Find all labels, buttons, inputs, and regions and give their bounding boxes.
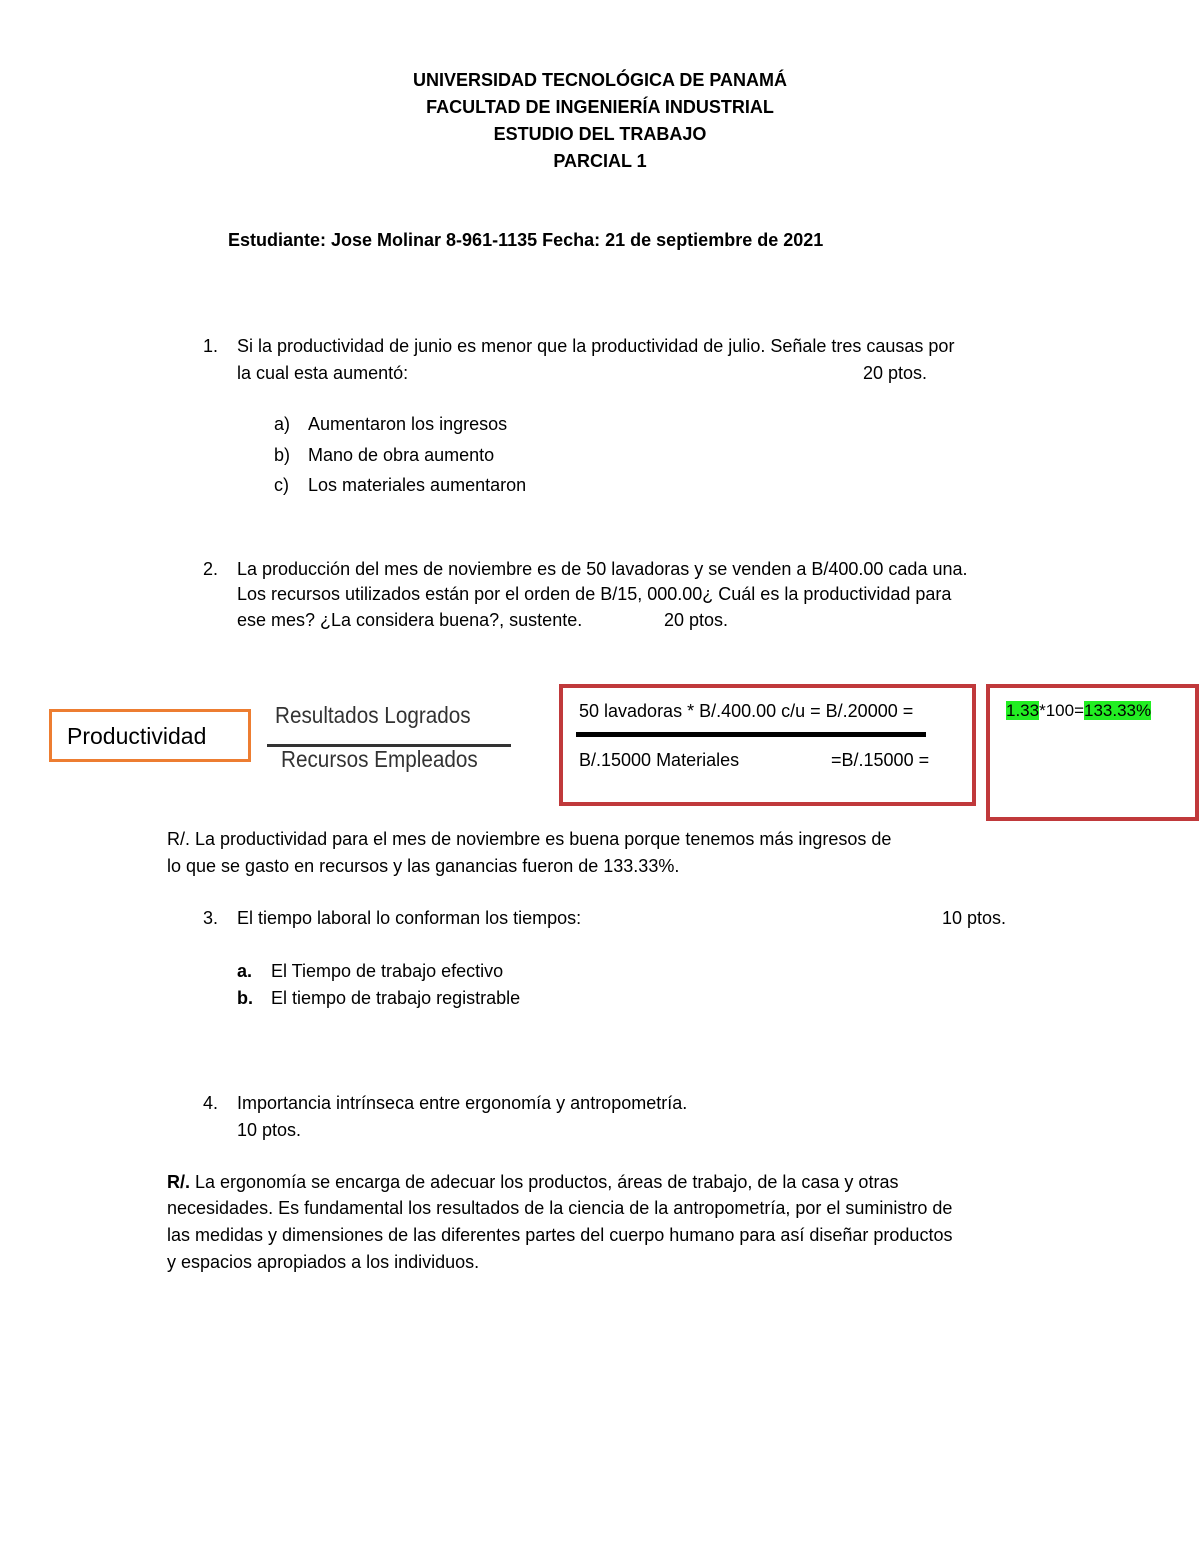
q3-number: 3. — [203, 908, 219, 928]
q4-text: Importancia intrínseca entre ergonomía y antropometría. — [237, 1093, 688, 1113]
q1-answer-c: Los materiales aumentaron — [308, 475, 527, 495]
q3-answer-b: El tiempo de trabajo registrable — [271, 988, 521, 1008]
q2-answer-line2: lo que se gasto en recursos y las ganancias fueron de 133.33%. — [167, 856, 680, 876]
q2-answer-line1: R/. La productividad para el mes de noviembre es buena porque tenemos más ingresos de — [167, 829, 892, 849]
calc-denominator-label: B/.15000 Materiales — [579, 750, 740, 770]
q1-number: 1. — [203, 336, 219, 356]
calc-fraction-line — [576, 732, 926, 737]
q4-answer-line1-text: La ergonomía se encarga de adecuar los productos, áreas de trabajo, de la casa y otras — [190, 1172, 899, 1192]
result-ratio: 1.33 — [1006, 701, 1040, 720]
q4-points: 10 ptos. — [237, 1120, 302, 1140]
q2-line2: Los recursos utilizados están por el orden de B/15, 000.00¿ Cuál es la productividad para — [237, 584, 952, 604]
q1-answer-b: Mano de obra aumento — [308, 445, 495, 465]
q3-answer-marker-b: b. — [237, 988, 253, 1008]
faculty-title: FACULTAD DE INGENIERÍA INDUSTRIAL — [426, 97, 774, 117]
calc-denominator-value: =B/.15000 = — [831, 750, 930, 770]
q4-answer-line2: necesidades. Es fundamental los resultados de la ciencia de la antropometría, por el suministro de — [167, 1198, 953, 1218]
q4-number: 4. — [203, 1093, 219, 1113]
formula-denominator: Recursos Empleados — [281, 746, 478, 772]
q4-answer-line1 — [167, 1172, 898, 1193]
result-multiplier: *100= — [1039, 701, 1085, 720]
q1-line2: la cual esta aumentó: — [237, 363, 409, 383]
productividad-label-box — [49, 709, 251, 762]
q2-line3: ese mes? ¿La considera buena?, sustente. — [237, 610, 583, 630]
university-title: UNIVERSIDAD TECNOLÓGICA DE PANAMÁ — [412, 70, 787, 90]
course-title: ESTUDIO DEL TRABAJO — [493, 124, 707, 144]
calc-numerator: 50 lavadoras * B/.400.00 c/u = B/.20000 = — [579, 701, 914, 721]
q1-line1: Si la productividad de junio es menor que la productividad de julio. Señale tres causas por — [237, 336, 955, 356]
q4-answer-line3: las medidas y dimensiones de las diferentes partes del cuerpo humano para así diseñar productos — [167, 1225, 953, 1245]
q1-answer-marker-a: a) — [274, 414, 291, 434]
formula-numerator: Resultados Logrados — [275, 702, 471, 728]
q2-points: 20 ptos. — [664, 610, 729, 630]
q2-line1: La producción del mes de noviembre es de 50 lavadoras y se venden a B/400.00 cada una. — [237, 559, 968, 579]
q3-answer-marker-a: a. — [237, 961, 253, 981]
q1-answer-marker-b: b) — [274, 445, 291, 465]
result-text — [1006, 701, 1151, 721]
q3-points: 10 ptos. — [942, 908, 1007, 928]
q1-points: 20 ptos. — [863, 363, 928, 383]
q3-answer-a: El Tiempo de trabajo efectivo — [271, 961, 504, 981]
exam-title: PARCIAL 1 — [553, 151, 647, 171]
result-percent: 133.33% — [1084, 701, 1152, 720]
q2-number: 2. — [203, 559, 219, 579]
calculation-box — [559, 684, 976, 806]
q3-text: El tiempo laboral lo conforman los tiempos: — [237, 908, 582, 928]
q4-answer-line4: y espacios apropiados a los individuos. — [167, 1252, 480, 1272]
q1-answer-a: Aumentaron los ingresos — [308, 414, 508, 434]
student-line: Estudiante: Jose Molinar 8-961-1135 Fecha: 21 de septiembre de 2021 — [228, 230, 824, 250]
q1-answer-marker-c: c) — [274, 475, 289, 495]
q4-answer-prefix: R/. — [167, 1172, 191, 1192]
productividad-label: Productividad — [67, 723, 207, 749]
result-box — [986, 684, 1199, 821]
